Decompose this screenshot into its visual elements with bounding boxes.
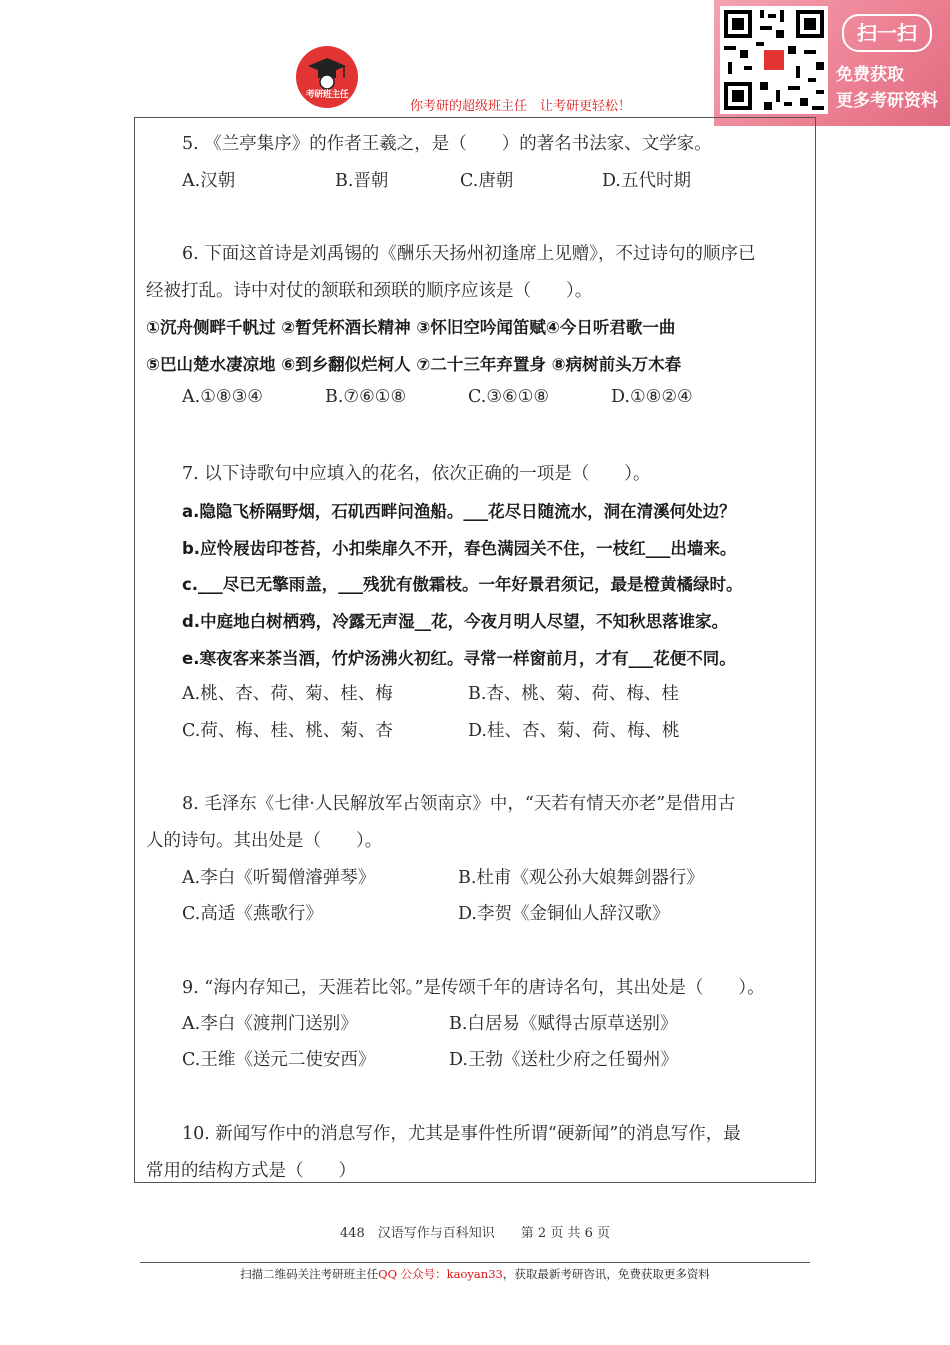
q7-option-a: A.桃、杏、荷、菊、桂、梅 — [182, 684, 393, 704]
footer-note — [0, 1266, 950, 1282]
q7-line-b: b.应怜屐齿印苍苔，小扣柴扉久不开，春色满园关不住，一枝红___出墙来。 — [182, 539, 737, 558]
q6-option-a: A.①⑧③④ — [182, 387, 263, 407]
q7-line-c: c.___尽已无擎雨盖，___残犹有傲霜枝。一年好景君须记，最是橙黄橘绿时。 — [182, 575, 743, 594]
promo-text-2: 更多考研资料 — [836, 91, 938, 111]
header-slogan: 你考研的超级班主任 让考研更轻松！ — [410, 99, 632, 114]
q7-option-d: D.桂、杏、菊、荷、梅、桃 — [468, 721, 680, 741]
logo-text: 考研班主任 — [305, 90, 349, 100]
page-footer: 448 汉语写作与百科知识 第 2 页 共 6 页 — [339, 1226, 611, 1241]
q6-option-b: B.⑦⑥①⑧ — [325, 387, 407, 407]
q7-option-b: B.杏、桃、菊、荷、梅、桂 — [468, 684, 679, 704]
footer-qq-account: QQ 公众号：kaoyan33 — [378, 1267, 503, 1281]
brand-logo — [296, 46, 358, 108]
scan-badge: 扫一扫 — [842, 14, 932, 52]
q9-option-d: D.王勃《送杜少府之任蜀州》 — [449, 1050, 678, 1070]
q9-option-b: B.白居易《赋得古原草送别》 — [449, 1014, 678, 1034]
q6-stem-line2: 经被打乱。诗中对仗的颔联和颈联的顺序应该是（ ）。 — [146, 281, 593, 301]
q5-stem: 5. 《兰亭集序》的作者王羲之，是（ ）的著名书法家、文学家。 — [182, 134, 712, 154]
q8-stem-line1: 8. 毛泽东《七律·人民解放军占领南京》中，“天若有情天亦老”是借用古 — [182, 794, 736, 814]
q5-option-c: C.唐朝 — [460, 171, 514, 191]
q7-line-a: a.隐隐飞桥隔野烟，石矶西畔问渔船。___花尽日随流水，洞在清溪何处边？ — [182, 502, 736, 521]
q6-poem-line2: ⑤巴山楚水凄凉地 ⑥到乡翻似烂柯人 ⑦二十三年弃置身 ⑧病树前头万木春 — [146, 355, 682, 374]
q6-stem-line1: 6. 下面这首诗是刘禹锡的《酬乐天扬州初逢席上见赠》，不过诗句的顺序已 — [182, 244, 756, 264]
footer-note-prefix: 扫描二维码关注考研班主任 — [240, 1267, 379, 1281]
q5-option-a: A.汉朝 — [182, 171, 236, 191]
q10-stem-line2: 常用的结构方式是（ ） — [146, 1161, 356, 1181]
q6-option-d: D.①⑧②④ — [611, 387, 693, 407]
q5-option-d: D.五代时期 — [602, 171, 691, 191]
q8-option-c: C.高适《燕歌行》 — [182, 904, 323, 924]
q7-line-e: e.寒夜客来茶当酒，竹炉汤沸火初红。寻常一样窗前月，才有___花便不同。 — [182, 649, 736, 668]
promo-banner[interactable] — [714, 0, 950, 126]
q8-option-a: A.李白《听蜀僧濬弹琴》 — [182, 868, 376, 888]
q9-stem: 9. “海内存知己，天涯若比邻。”是传颂千年的唐诗名句，其出处是（ ）。 — [182, 978, 765, 998]
qr-code-icon — [720, 6, 828, 114]
footer-divider — [140, 1262, 810, 1263]
q5-option-b: B.晋朝 — [335, 171, 389, 191]
q7-option-c: C.荷、梅、桂、桃、菊、杏 — [182, 721, 393, 741]
q6-option-c: C.③⑥①⑧ — [468, 387, 550, 407]
q8-stem-line2: 人的诗句。其出处是（ ）。 — [146, 831, 383, 851]
q8-option-b: B.杜甫《观公孙大娘舞剑器行》 — [458, 868, 704, 888]
promo-text-1: 免费获取 — [836, 65, 904, 85]
qr-code[interactable] — [720, 6, 828, 114]
q9-option-c: C.王维《送元二使安西》 — [182, 1050, 376, 1070]
q10-stem-line1: 10. 新闻写作中的消息写作，尤其是事件性所谓“硬新闻”的消息写作，最 — [182, 1124, 741, 1144]
q7-stem: 7. 以下诗歌句中应填入的花名，依次正确的一项是（ ）。 — [182, 464, 651, 484]
q9-option-a: A.李白《渡荆门送别》 — [182, 1014, 358, 1034]
q7-line-d: d.中庭地白树栖鸦，冷露无声湿__花，今夜月明人尽望，不知秋思落谁家。 — [182, 612, 729, 631]
footer-note-suffix: ，获取最新考研咨讯，免费获取更多资料 — [502, 1267, 710, 1281]
q6-poem-line1: ①沉舟侧畔千帆过 ②暂凭杯酒长精神 ③怀旧空吟闻笛赋④今日听君歌一曲 — [146, 318, 676, 337]
q8-option-d: D.李贺《金铜仙人辞汉歌》 — [458, 904, 670, 924]
